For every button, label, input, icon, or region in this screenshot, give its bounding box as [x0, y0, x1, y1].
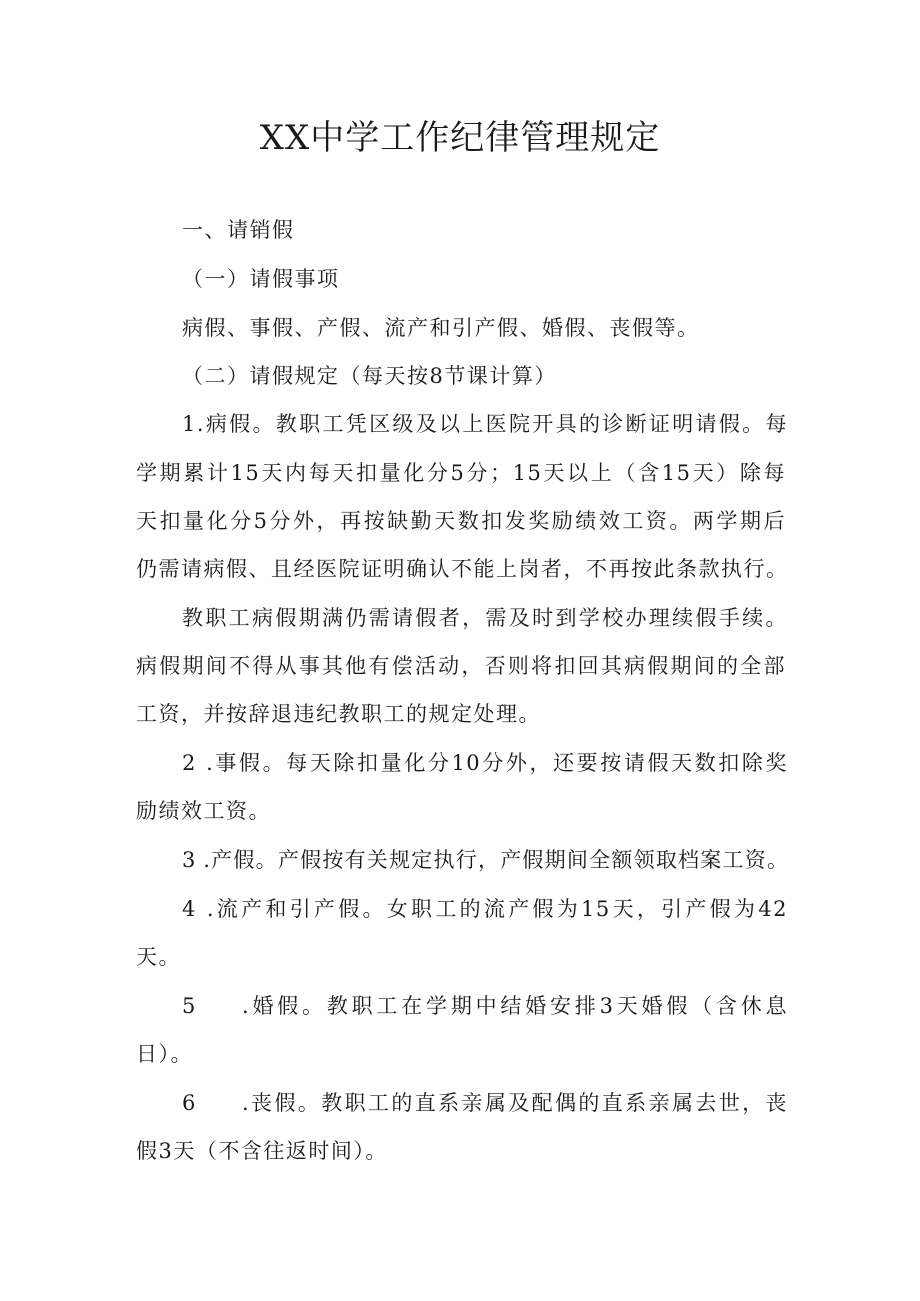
paragraph-line: 教职工病假期满仍需请假者，需及时到学校办理续假手续。 — [182, 606, 788, 630]
paragraph-line: 工资，并按辞退违纪教职工的规定处理。 — [136, 702, 541, 726]
paragraph-line: 假3天（不含往返时间）。 — [136, 1139, 388, 1163]
paragraph-line: .丧假。教职工的直系亲属及配偶的直系亲属去世，丧 — [242, 1091, 788, 1115]
paragraph-line: 仍需请病假、且经医院证明确认不能上岗者，不再按此条款执行。 — [136, 557, 789, 581]
subsection-heading: （一）请假事项 — [182, 267, 340, 291]
section-heading: 一、请销假 — [182, 218, 295, 242]
paragraph-line: .婚假。教职工在学期中结婚安排3天婚假（含休息 — [242, 994, 788, 1018]
leave-types-text: 病假、事假、产假、流产和引产假、婚假、丧假等。 — [182, 316, 700, 340]
paragraph-line: 3 .产假。产假按有关规定执行，产假期间全额领取档案工资。 — [182, 848, 788, 872]
paragraph-line: 病假期间不得从事其他有偿活动，否则将扣回其病假期间的全部 — [136, 654, 786, 678]
paragraph-line: 日）。 — [136, 1042, 193, 1066]
subsection-heading: （二）请假规定（每天按8节课计算） — [182, 364, 557, 388]
document-title: XX中学工作纪律管理规定 — [259, 118, 661, 158]
paragraph-line: 1.病假。教职工凭区级及以上医院开具的诊断证明请假。每 — [182, 412, 788, 436]
paragraph-line: 天。 — [136, 945, 181, 969]
paragraph-line: 4 .流产和引产假。女职工的流产假为15天，引产假为42 — [182, 897, 788, 921]
paragraph-line: 励绩效工资。 — [136, 799, 271, 823]
paragraph-line: 2 .事假。每天除扣量化分10分外，还要按请假天数扣除奖 — [182, 751, 788, 775]
item-number: 6 — [182, 1091, 197, 1115]
paragraph-line: 天扣量化分5分外，再按缺勤天数扣发奖励绩效工资。两学期后 — [136, 509, 786, 533]
item-number: 5 — [182, 994, 197, 1018]
paragraph-line: 学期累计15天内每天扣量化分5分；15天以上（含15天）除每 — [136, 461, 786, 485]
